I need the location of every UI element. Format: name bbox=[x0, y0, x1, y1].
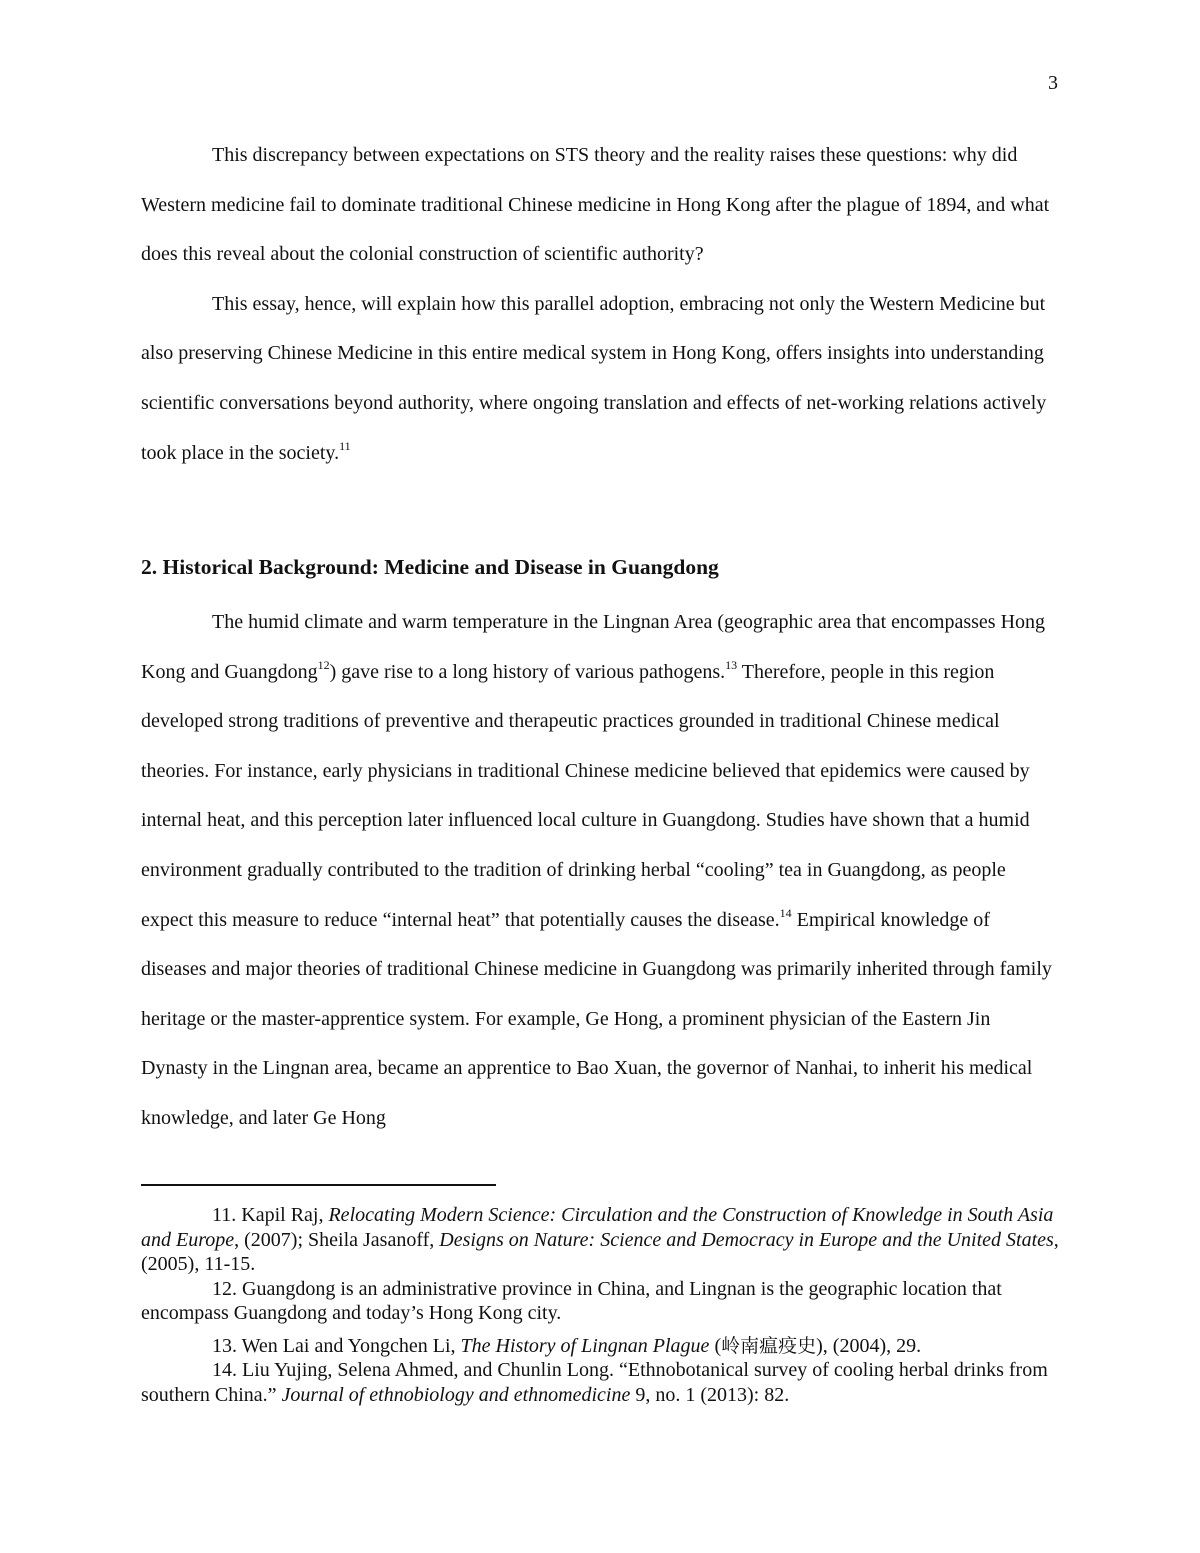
fn14-text-a: 14. Liu Yujing, Selena Ahmed, and Chunlin Long. “Ethnobotanical survey of cooling herbal drinks from southern China.” bbox=[141, 1359, 1048, 1406]
footnote-ref-14[interactable]: 14 bbox=[779, 905, 792, 920]
section-text-d: Empirical knowledge of diseases and major theories of traditional Chinese medicine in Guangdong was primarily inherited through family heritage or the master-apprentice system. For example, Ge Hong, a prominent physician of the Eastern Jin Dynasty in the Lingnan area, became an apprentice to Bao Xuan, the governor of Nanhai, to inherit his medical knowledge, and later Ge Hong bbox=[141, 908, 1052, 1129]
fn11-title-1: Relocating Modern Science: Circulation and the Construction of Knowledge in South Asia and Europe bbox=[141, 1204, 1054, 1251]
footnote-11 bbox=[141, 1203, 1061, 1277]
fn11-text-c: , (2005), 11-15. bbox=[141, 1228, 1059, 1275]
fn14-text-b: 9, no. 1 (2013): 82. bbox=[630, 1383, 790, 1406]
footnotes bbox=[141, 1203, 1061, 1407]
fn13-chinese-title: 岭南瘟疫史 bbox=[721, 1334, 817, 1357]
fn14-journal: Journal of ethnobiology and ethnomedicine bbox=[281, 1383, 631, 1406]
section-heading: 2. Historical Background: Medicine and Disease in Guangdong bbox=[141, 555, 719, 579]
fn13-text-c: ), (2004), 29. bbox=[816, 1334, 922, 1357]
intro-paragraph-1: This discrepancy between expectations on STS theory and the reality raises these questions: why did Western medicine fail to dominate traditional Chinese medicine in Hong Kong after the plague of 1894, and what does this reveal about the colonial construction of scientific authority? bbox=[141, 144, 1050, 266]
intro-section bbox=[141, 131, 1059, 478]
footnote-ref-11[interactable]: 11 bbox=[339, 438, 351, 453]
footnote-13 bbox=[141, 1334, 1061, 1359]
fn11-title-2: Designs on Nature: Science and Democracy in Europe and the United States bbox=[439, 1228, 1054, 1251]
section-paragraph-1 bbox=[141, 598, 1059, 1144]
section-text-a: The humid climate and warm temperature in the Lingnan Area (geographic area that encompasses Hong Kong and Guangdong bbox=[141, 611, 1046, 683]
fn11-text-a: 11. Kapil Raj, bbox=[212, 1204, 329, 1226]
fn13-text-b: ( bbox=[709, 1334, 722, 1357]
section-body bbox=[141, 598, 1059, 1144]
intro-paragraph-2 bbox=[141, 280, 1059, 478]
footnote-14 bbox=[141, 1358, 1061, 1407]
fn11-text-b: , (2007); Sheila Jasanoff, bbox=[234, 1228, 440, 1251]
fn13-title: The History of Lingnan Plague bbox=[460, 1334, 710, 1357]
footnote-ref-13[interactable]: 13 bbox=[725, 657, 738, 672]
fn13-text-a: 13. Wen Lai and Yongchen Li, bbox=[212, 1334, 461, 1357]
section-text-b: ) gave rise to a long history of various pathogens. bbox=[329, 660, 726, 683]
footnote-separator bbox=[141, 1184, 496, 1186]
section-text-c: Therefore, people in this region developed strong traditions of preventive and therapeutic practices grounded in traditional Chinese medical theories. For instance, early physicians in traditional Chinese medicine believed that epidemics were caused by internal heat, and this perception later influenced local culture in Guangdong. Studies have shown that a humid environment gradually contributed to the tradition of drinking herbal “cooling” tea in Guangdong, as people expect this measure to reduce “internal heat” that potentially causes the disease. bbox=[141, 660, 1030, 931]
page-number: 3 bbox=[1048, 72, 1058, 94]
footnote-ref-12[interactable]: 12 bbox=[317, 657, 330, 672]
footnote-12: 12. Guangdong is an administrative province in China, and Lingnan is the geographic location that encompass Guangdong and today’s Hong Kong city. bbox=[141, 1277, 1002, 1324]
intro-paragraph-2-text: This essay, hence, will explain how this parallel adoption, embracing not only the Western Medicine but also preserving Chinese Medicine in this entire medical system in Hong Kong, offers insights into understanding scientific conversations beyond authority, where ongoing translation and effects of net-working relations actively took place in the society. bbox=[141, 292, 1047, 464]
